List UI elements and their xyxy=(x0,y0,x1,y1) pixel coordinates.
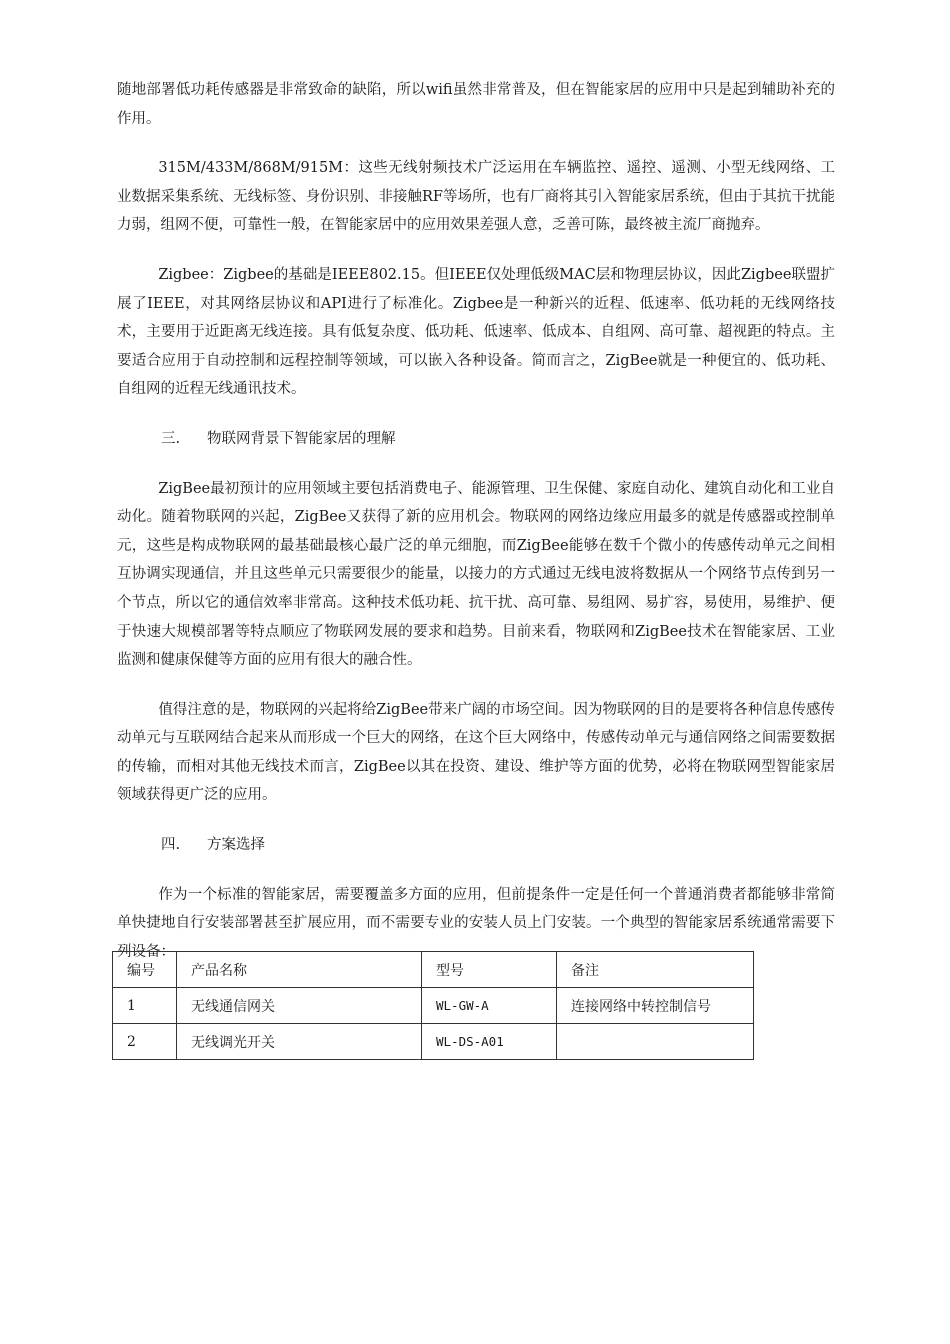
table-cell-number: 1 xyxy=(113,988,177,1024)
table-header-cell: 型号 xyxy=(422,952,557,988)
table-header-cell: 产品名称 xyxy=(177,952,422,988)
table-cell-model: WL-DS-A01 xyxy=(422,1024,557,1060)
paragraph-iot-market: 值得注意的是，物联网的兴起将给ZigBee带来广阔的市场空间。因为物联网的目的是要将各种信息传感传动单元与互联网结合起来从而形成一个巨大的网络，在这个巨大网络中，传感传动单元与通信网络之间需要数据的传输，而相对其他无线技术而言，ZigBee以其在投资、建设、维护等方面的优势，必将在物联网型智能家居领域获得更广泛的应用。 xyxy=(117,701,835,804)
table-cell-note: 连接网络中转控制信号 xyxy=(557,988,754,1024)
paragraph-zigbee-iot: ZigBee最初预计的应用领域主要包括消费电子、能源管理、卫生保健、家庭自动化、建筑自动化和工业自动化。随着物联网的兴起，ZigBee又获得了新的应用机会。物联网的网络边缘应用最多的就是传感器或控制单元，这些是构成物联网的最基础最核心最广泛的单元细胞，而ZigBee能够在数千个微小的传感传动单元之间相互协调实现通信，并且这些单元只需要很少的能量，以接力的方式通过无线电波将数据从一个网络节点传到另一个节点，所以它的通信效率非常高。这种技术低功耗、抗干扰、高可靠、易组网、易扩容，易使用，易维护、便于快速大规模部署等特点顺应了物联网发展的要求和趋势。目前来看，物联网和ZigBee技术在智能家居、工业监测和健康保健等方面的应用有很大的融合性。 xyxy=(117,480,835,669)
table-header-cell: 备注 xyxy=(557,952,754,988)
table-cell-model: WL-GW-A xyxy=(422,988,557,1024)
table-cell-number: 2 xyxy=(113,1024,177,1060)
paragraph-wifi-conclusion: 随地部署低功耗传感器是非常致命的缺陷，所以wifi虽然非常普及，但在智能家居的应用中只是起到辅助补充的作用。 xyxy=(117,82,835,127)
table-row xyxy=(113,988,754,1024)
section-heading-3 xyxy=(117,425,835,454)
section-title: 方案选择 xyxy=(207,837,265,854)
table-cell-product: 无线通信网关 xyxy=(177,988,422,1024)
section-number: 三. xyxy=(161,430,181,447)
paragraph-scheme-intro: 作为一个标准的智能家居，需要覆盖多方面的应用，但前提条件一定是任何一个普通消费者都能够非常简单快捷地自行安装部署甚至扩展应用，而不需要专业的安装人员上门安装。一个典型的智能家居系统通常需要下列设备： xyxy=(117,886,835,960)
paragraph-rf-bands: 315M/433M/868M/915M：这些无线射频技术广泛运用在车辆监控、遥控、遥测、小型无线网络、工业数据采集系统、无线标签、身份识别、非接触RF等场所，也有厂商将其引入智能家居系统，但由于其抗干扰能力弱，组网不便，可靠性一般，在智能家居中的应用效果差强人意，乏善可陈，最终被主流厂商抛弃。 xyxy=(117,160,835,234)
table-header-row xyxy=(113,952,754,988)
device-table xyxy=(112,951,754,1060)
document-body xyxy=(117,76,835,966)
table-header-cell: 编号 xyxy=(113,952,177,988)
table-cell-product: 无线调光开关 xyxy=(177,1024,422,1060)
section-number: 四. xyxy=(161,837,181,854)
table-cell-note xyxy=(557,1024,754,1060)
section-heading-4 xyxy=(117,831,835,860)
table-row xyxy=(113,1024,754,1060)
section-title: 物联网背景下智能家居的理解 xyxy=(207,430,396,447)
paragraph-zigbee: Zigbee：Zigbee的基础是IEEE802.15。但IEEE仅处理低级MAC层和物理层协议，因此Zigbee联盟扩展了IEEE，对其网络层协议和API进行了标准化。Zigbee是一种新兴的近程、低速率、低功耗的无线网络技术，主要用于近距离无线连接。具有低复杂度、低功耗、低速率、低成本、自组网、高可靠、超视距的特点。主要适合应用于自动控制和远程控制等领域，可以嵌入各种设备。简而言之，ZigBee就是一种便宜的、低功耗、自组网的近程无线通讯技术。 xyxy=(117,266,835,398)
